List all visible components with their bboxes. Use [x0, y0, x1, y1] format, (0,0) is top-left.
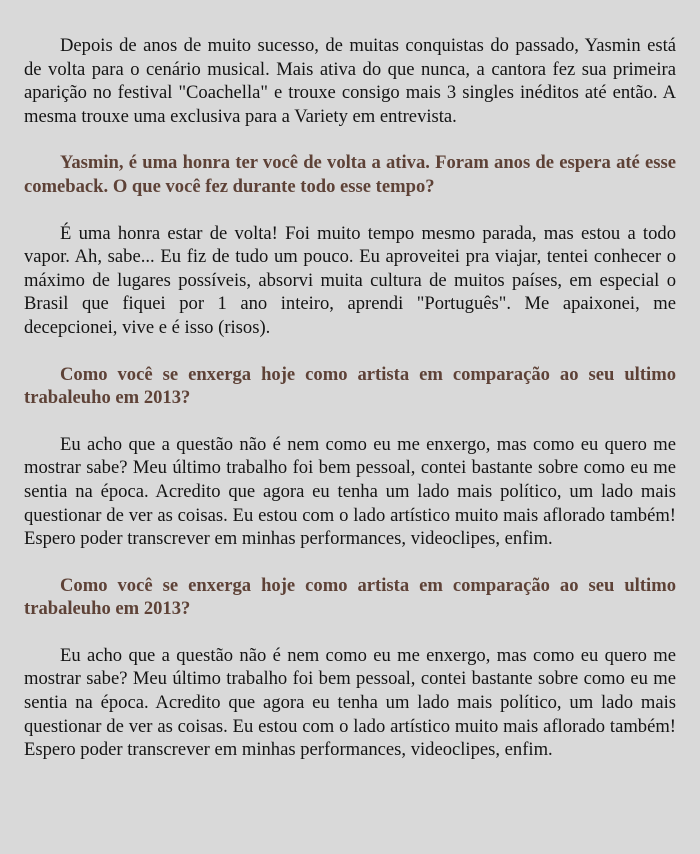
answer-3: Eu acho que a questão não é nem como eu me enxergo, mas como eu quero me mostrar sabe? Meu último trabalho foi bem pessoal, contei bastante sobre como eu me sentia na época. Acredito que agora eu tenha um lado mais político, um lado mais questionar de ver as coisas. Eu estou com o lado artístico muito mais aflorado também! Espero poder transcrever em minhas performances, videoclipes, enfim. [24, 644, 676, 761]
question-1: Yasmin, é uma honra ter você de volta a ativa. Foram anos de espera até esse comeback. O que você fez durante todo esse tempo? [24, 152, 676, 197]
answer-1: É uma honra estar de volta! Foi muito tempo mesmo parada, mas estou a todo vapor. Ah, sabe... Eu fiz de tudo um pouco. Eu aproveitei pra viajar, tentei conhecer o máximo de lugares possíveis, absorvi muita cultura de muitos países, em especial o Brasil que fiquei por 1 ano inteiro, aprendi "Português". Me apaixonei, me decepcionei, vive e é isso (risos). [24, 222, 676, 338]
question-3: Como você se enxerga hoje como artista em comparação ao seu ultimo trabaleuho em 2013? [24, 574, 676, 620]
intro-paragraph: Depois de anos de muito sucesso, de muitas conquistas do passado, Yasmin está de volta para o cenário musical. Mais ativa do que nunca, a cantora fez sua primeira aparição no festival "Coachella" e trouxe consigo mais 3 singles inéditos até então. A mesma trouxe uma exclusiva para a Variety em entrevista. [24, 35, 676, 127]
answer-2: Eu acho que a questão não é nem como eu me enxergo, mas como eu quero me mostrar sabe? Meu último trabalho foi bem pessoal, contei bastante sobre como eu me sentia na época. Acredito que agora eu tenha um lado mais político, um lado mais questionar de ver as coisas. Eu estou com o lado artístico muito mais aflorado também! Espero poder transcrever em minhas performances, videoclipes, enfim. [24, 433, 676, 550]
question-2: Como você se enxerga hoje como artista em comparação ao seu ultimo trabaleuho em 2013? [24, 363, 676, 409]
